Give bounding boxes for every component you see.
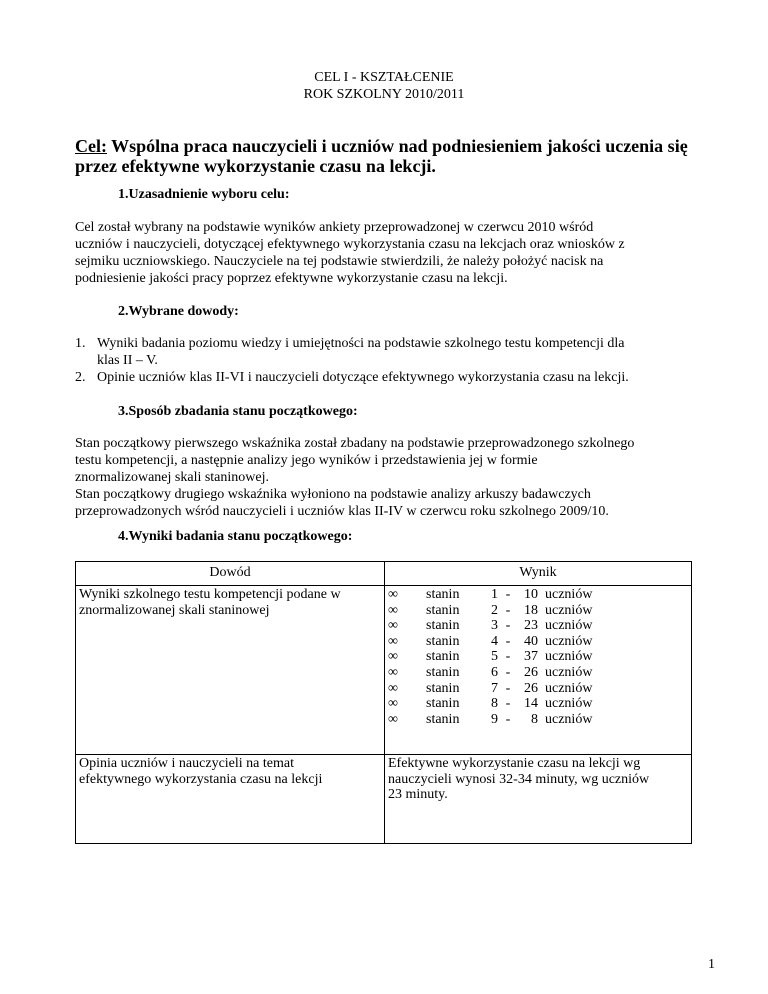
- list-item-number: 1.: [75, 336, 86, 351]
- stanin-number: 5: [491, 649, 498, 665]
- unit-label: uczniów: [545, 696, 593, 712]
- section-1-line: podniesienie jakości pracy poprzez efektywne wykorzystanie czasu na lekcji.: [75, 271, 508, 286]
- stanin-number: 6: [491, 664, 498, 680]
- list-item: [75, 369, 725, 386]
- section-1-line: Cel został wybrany na podstawie wyników ankiety przeprowadzonej w czerwcu 2010 wśród: [75, 220, 594, 235]
- separator: -: [505, 664, 511, 680]
- section-3-heading: 3.Sposób zbadania stanu początkowego:: [118, 404, 358, 419]
- stanin-row: [388, 603, 688, 619]
- stanin-row: [388, 681, 688, 697]
- stanin-row: [388, 618, 688, 634]
- stanin-row: [388, 696, 688, 712]
- stanin-label: stanin: [426, 711, 460, 727]
- section-2-heading: 2.Wybrane dowody:: [118, 304, 239, 319]
- stanin-number: 3: [491, 618, 498, 634]
- result-cell: [385, 755, 692, 844]
- unit-label: uczniów: [545, 649, 593, 665]
- student-count: 37: [524, 649, 538, 665]
- stanin-label: stanin: [426, 649, 460, 665]
- stanin-label: stanin: [426, 587, 460, 602]
- goal-text-line1: Wspólna praca nauczycieli i uczniów nad podniesieniem jakości uczenia się: [106, 136, 688, 156]
- header-school-year: ROK SZKOLNY 2010/2011: [303, 87, 465, 102]
- evidence-cell: [76, 586, 385, 755]
- evidence-list: [75, 335, 725, 386]
- section-1-line: uczniów i nauczycieli, dotyczącej efektywnego wykorzystania czasu na lekcjach oraz wniosków z: [75, 237, 625, 252]
- table-row: [76, 586, 692, 755]
- column-header-evidence: Dowód: [76, 562, 385, 586]
- student-count: 26: [524, 664, 538, 680]
- separator: -: [505, 649, 511, 665]
- bullet-icon: ∞: [388, 664, 398, 680]
- student-count: 40: [524, 633, 538, 649]
- separator: -: [505, 633, 511, 649]
- page-number: 1: [708, 957, 715, 972]
- list-item-number: 2.: [75, 370, 86, 385]
- table-row: [76, 755, 692, 844]
- list-item-text: Wyniki badania poziomu wiedzy i umiejętności na podstawie szkolnego testu kompetencji dla: [97, 336, 625, 351]
- unit-label: uczniów: [545, 618, 593, 634]
- bullet-icon: ∞: [388, 696, 398, 712]
- stanin-number: 9: [491, 711, 498, 727]
- student-count: 26: [524, 680, 538, 696]
- stanin-label: stanin: [426, 602, 460, 618]
- unit-label: uczniów: [545, 664, 593, 680]
- bullet-icon: ∞: [388, 633, 398, 649]
- goal-heading: [75, 136, 715, 176]
- bullet-icon: ∞: [388, 711, 398, 727]
- table-header-row: [76, 562, 692, 586]
- header-title: CEL I - KSZTAŁCENIE: [314, 70, 454, 85]
- separator: -: [505, 618, 511, 634]
- section-3-line: Stan początkowy drugiego wskaźnika wyłoniono na podstawie analizy arkuszy badawczych: [75, 487, 591, 502]
- stanin-row: [388, 587, 688, 603]
- stanin-row: [388, 634, 688, 650]
- bullet-icon: ∞: [388, 618, 398, 634]
- stanin-number: 4: [491, 633, 498, 649]
- unit-label: uczniów: [545, 633, 593, 649]
- stanin-label: stanin: [426, 664, 460, 680]
- stanin-label: stanin: [426, 618, 460, 634]
- stanin-label: stanin: [426, 680, 460, 696]
- evidence-text: Opinia uczniów i nauczycieli na temat: [79, 756, 294, 771]
- unit-label: uczniów: [545, 711, 593, 727]
- results-table: [75, 561, 692, 844]
- stanin-label: stanin: [426, 696, 460, 712]
- separator: -: [505, 711, 511, 727]
- result-text: 23 minuty.: [388, 787, 448, 803]
- student-count: 18: [524, 602, 538, 618]
- column-header-result: Wynik: [385, 562, 692, 586]
- section-1-line: sejmiku uczniowskiego. Nauczyciele na tej podstawie stwierdzili, że należy położyć nacisk na: [75, 254, 604, 269]
- section-1-heading: 1.Uzasadnienie wyboru celu:: [118, 187, 290, 202]
- student-count: 14: [524, 696, 538, 712]
- result-text: Efektywne wykorzystanie czasu na lekcji wg: [388, 756, 641, 771]
- unit-label: uczniów: [545, 602, 593, 618]
- list-item-text: Opinie uczniów klas II-VI i nauczycieli dotyczące efektywnego wykorzystania czasu na lekcji.: [97, 370, 629, 385]
- bullet-icon: ∞: [388, 602, 398, 618]
- evidence-text: Wyniki szkolnego testu kompetencji podane w: [79, 587, 341, 602]
- goal-text-line2: przez efektywne wykorzystanie czasu na lekcji.: [75, 156, 436, 176]
- separator: -: [505, 587, 511, 602]
- evidence-text: efektywnego wykorzystania czasu na lekcji: [79, 771, 323, 787]
- unit-label: uczniów: [545, 587, 593, 602]
- bullet-icon: ∞: [388, 680, 398, 696]
- evidence-text: znormalizowanej skali staninowej: [79, 602, 270, 618]
- separator: -: [505, 602, 511, 618]
- goal-label: Cel:: [75, 136, 107, 156]
- section-3-line: znormalizowanej skali staninowej.: [75, 470, 269, 485]
- separator: -: [505, 680, 511, 696]
- result-text: nauczycieli wynosi 32-34 minuty, wg uczniów: [388, 771, 650, 787]
- stanin-number: 7: [491, 680, 498, 696]
- stanin-number: 2: [491, 602, 498, 618]
- section-3-line: testu kompetencji, a następnie analizy jego wyników i przedstawienia jej w formie: [75, 453, 538, 468]
- stanin-row: [388, 649, 688, 665]
- stanin-results-cell: [385, 586, 692, 755]
- stanin-number: 1: [491, 587, 498, 602]
- bullet-icon: ∞: [388, 649, 398, 665]
- stanin-label: stanin: [426, 633, 460, 649]
- section-3-paragraph: [75, 435, 715, 520]
- list-item-text: klas II – V.: [97, 353, 158, 368]
- student-count: 8: [531, 711, 538, 727]
- bullet-icon: ∞: [388, 587, 398, 602]
- stanin-row: [388, 665, 688, 681]
- student-count: 10: [524, 587, 538, 602]
- section-3-line: Stan początkowy pierwszego wskaźnika został zbadany na podstawie przeprowadzonego szkolnego: [75, 436, 635, 451]
- section-3-line: przeprowadzonych wśród nauczycieli i uczniów klas II-IV w czerwcu roku szkolnego 2009/10.: [75, 504, 609, 519]
- list-item: [75, 335, 725, 369]
- evidence-cell: [76, 755, 385, 844]
- stanin-number: 8: [491, 696, 498, 712]
- section-1-paragraph: [75, 219, 715, 287]
- stanin-row: [388, 712, 688, 728]
- section-4-heading: 4.Wyniki badania stanu początkowego:: [118, 529, 353, 544]
- unit-label: uczniów: [545, 680, 593, 696]
- student-count: 23: [524, 618, 538, 634]
- separator: -: [505, 696, 511, 712]
